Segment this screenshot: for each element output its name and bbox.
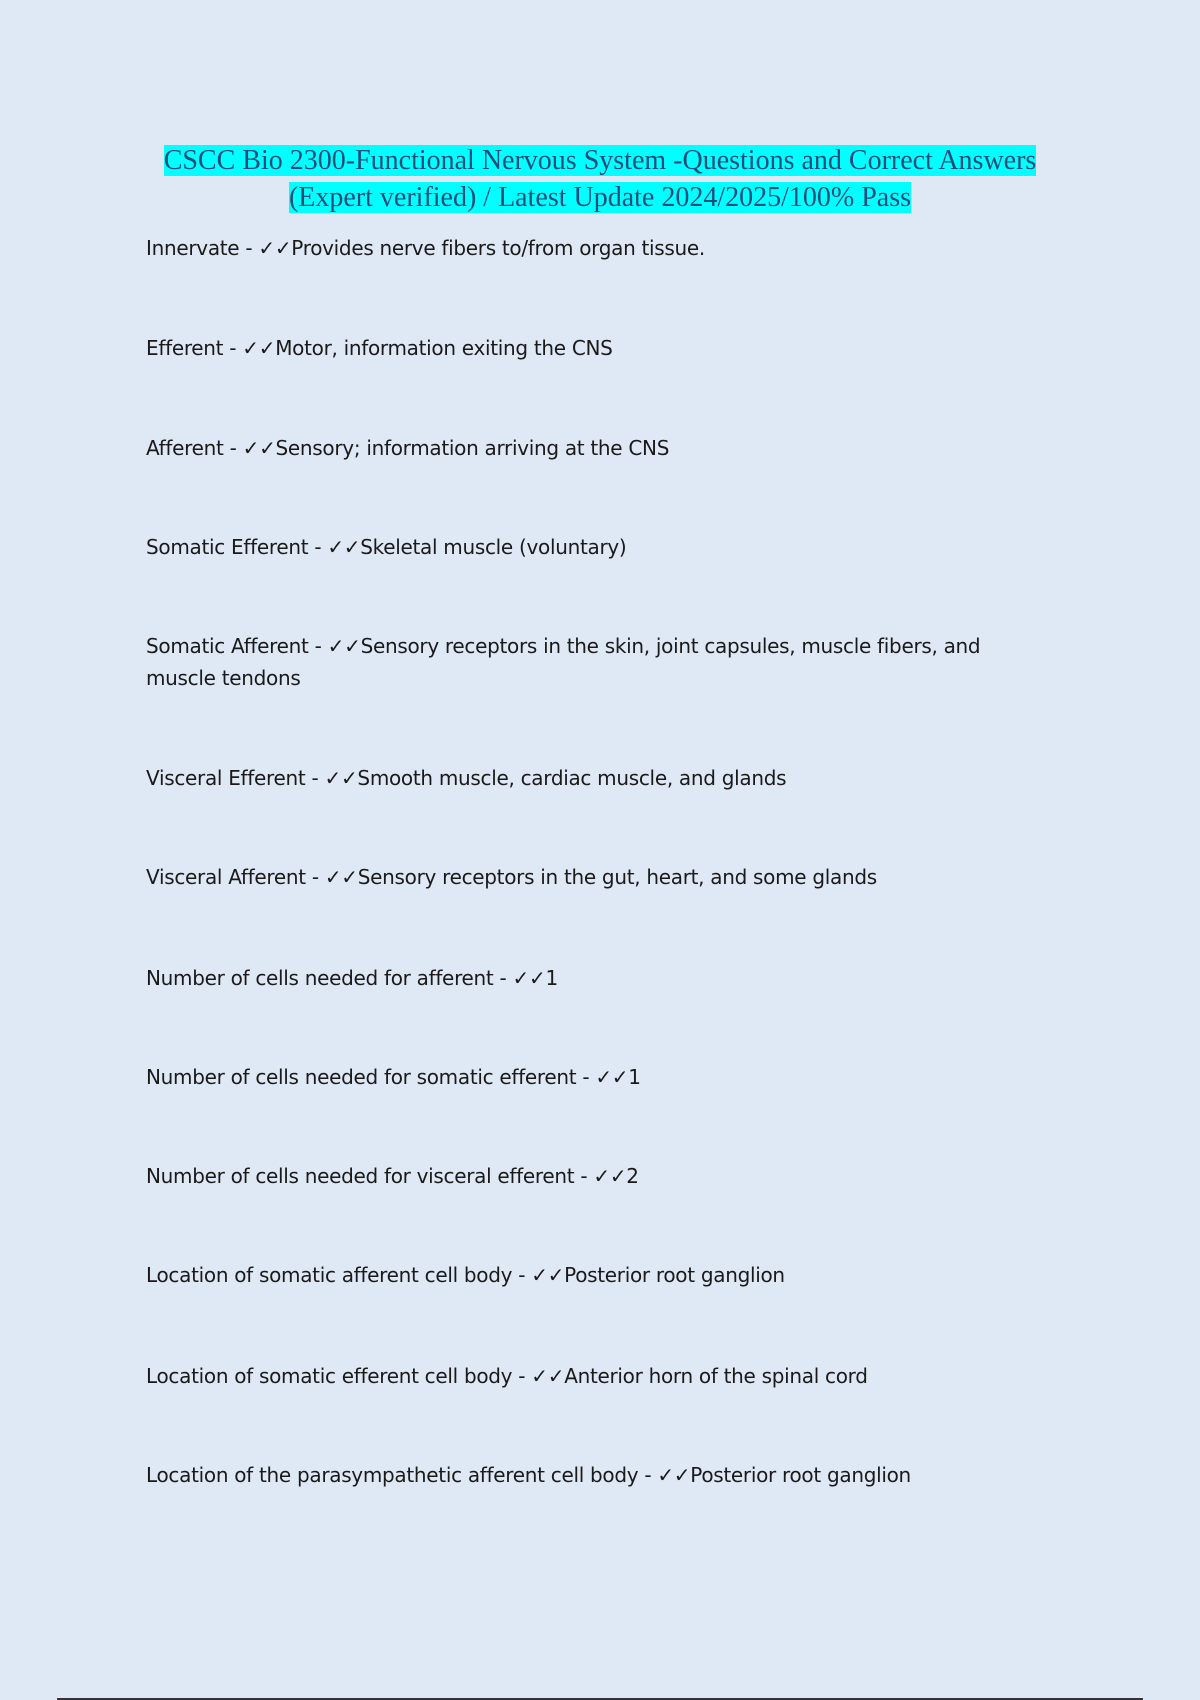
check-mark-icon: ✓✓ xyxy=(327,535,361,559)
qa-answer: 1 xyxy=(545,966,558,990)
check-mark-icon: ✓✓ xyxy=(595,1065,629,1089)
check-mark-icon: ✓✓ xyxy=(657,1463,691,1487)
qa-separator: - xyxy=(308,535,328,559)
qa-separator: - xyxy=(239,236,259,260)
qa-term: Somatic Afferent xyxy=(146,634,309,658)
document-title xyxy=(100,142,1100,216)
check-mark-icon: ✓✓ xyxy=(258,236,292,260)
check-mark-icon: ✓✓ xyxy=(512,966,546,990)
qa-answer: Sensory; information arriving at the CNS xyxy=(275,436,670,460)
qa-term: Visceral Afferent xyxy=(146,865,306,889)
qa-answer: Motor, information exiting the CNS xyxy=(275,336,613,360)
qa-term: Afferent xyxy=(146,436,224,460)
qa-item xyxy=(146,962,1026,994)
qa-answer: 2 xyxy=(626,1164,639,1188)
qa-term: Innervate xyxy=(146,236,240,260)
check-mark-icon: ✓✓ xyxy=(531,1263,565,1287)
qa-item xyxy=(146,332,1026,364)
qa-separator: - xyxy=(493,966,513,990)
qa-term: Location of the parasympathetic afferent cell body xyxy=(146,1463,639,1487)
qa-term: Location of somatic afferent cell body xyxy=(146,1263,513,1287)
qa-separator: - xyxy=(308,634,328,658)
check-mark-icon: ✓✓ xyxy=(327,634,361,658)
qa-answer: Sensory receptors in the gut, heart, and some glands xyxy=(357,865,877,889)
qa-term: Number of cells needed for visceral efferent xyxy=(146,1164,575,1188)
qa-separator: - xyxy=(576,1065,596,1089)
qa-answer: 1 xyxy=(628,1065,641,1089)
check-mark-icon: ✓✓ xyxy=(324,766,358,790)
qa-term: Visceral Efferent xyxy=(146,766,306,790)
qa-item xyxy=(146,1259,1026,1291)
qa-separator: - xyxy=(305,766,325,790)
qa-separator: - xyxy=(223,336,243,360)
qa-item xyxy=(146,232,1026,264)
check-mark-icon: ✓✓ xyxy=(242,336,276,360)
check-mark-icon: ✓✓ xyxy=(531,1364,565,1388)
check-mark-icon: ✓✓ xyxy=(324,865,358,889)
qa-separator: - xyxy=(638,1463,658,1487)
qa-separator: - xyxy=(512,1263,532,1287)
qa-answer: Smooth muscle, cardiac muscle, and glands xyxy=(357,766,787,790)
qa-answer: Provides nerve fibers to/from organ tissue. xyxy=(291,236,705,260)
qa-item xyxy=(146,1360,1026,1392)
qa-answer: Posterior root ganglion xyxy=(564,1263,785,1287)
qa-answer: Anterior horn of the spinal cord xyxy=(564,1364,868,1388)
qa-item xyxy=(146,531,1026,563)
qa-item xyxy=(146,1160,1026,1192)
qa-item xyxy=(146,630,1026,694)
qa-term: Number of cells needed for somatic efferent xyxy=(146,1065,577,1089)
qa-item xyxy=(146,1061,1026,1093)
qa-term: Somatic Efferent xyxy=(146,535,309,559)
title-line-1: CSCC Bio 2300-Functional Nervous System -Questions and Correct Answers xyxy=(163,145,1037,176)
qa-term: Number of cells needed for afferent xyxy=(146,966,494,990)
qa-answer: Skeletal muscle (voluntary) xyxy=(360,535,627,559)
check-mark-icon: ✓✓ xyxy=(242,436,276,460)
qa-item xyxy=(146,1459,1026,1491)
qa-answer: Sensory receptors in the skin, joint capsules, muscle fibers, and muscle tendons xyxy=(146,634,981,690)
qa-item xyxy=(146,762,1026,794)
qa-answer: Posterior root ganglion xyxy=(690,1463,911,1487)
title-line-2: (Expert verified) / Latest Update 2024/2025/100% Pass xyxy=(288,182,912,213)
qa-separator: - xyxy=(574,1164,594,1188)
qa-item xyxy=(146,432,1026,464)
qa-separator: - xyxy=(512,1364,532,1388)
qa-term: Location of somatic efferent cell body xyxy=(146,1364,513,1388)
qa-term: Efferent xyxy=(146,336,224,360)
qa-separator: - xyxy=(305,865,325,889)
check-mark-icon: ✓✓ xyxy=(593,1164,627,1188)
qa-item xyxy=(146,861,1026,893)
qa-separator: - xyxy=(223,436,243,460)
